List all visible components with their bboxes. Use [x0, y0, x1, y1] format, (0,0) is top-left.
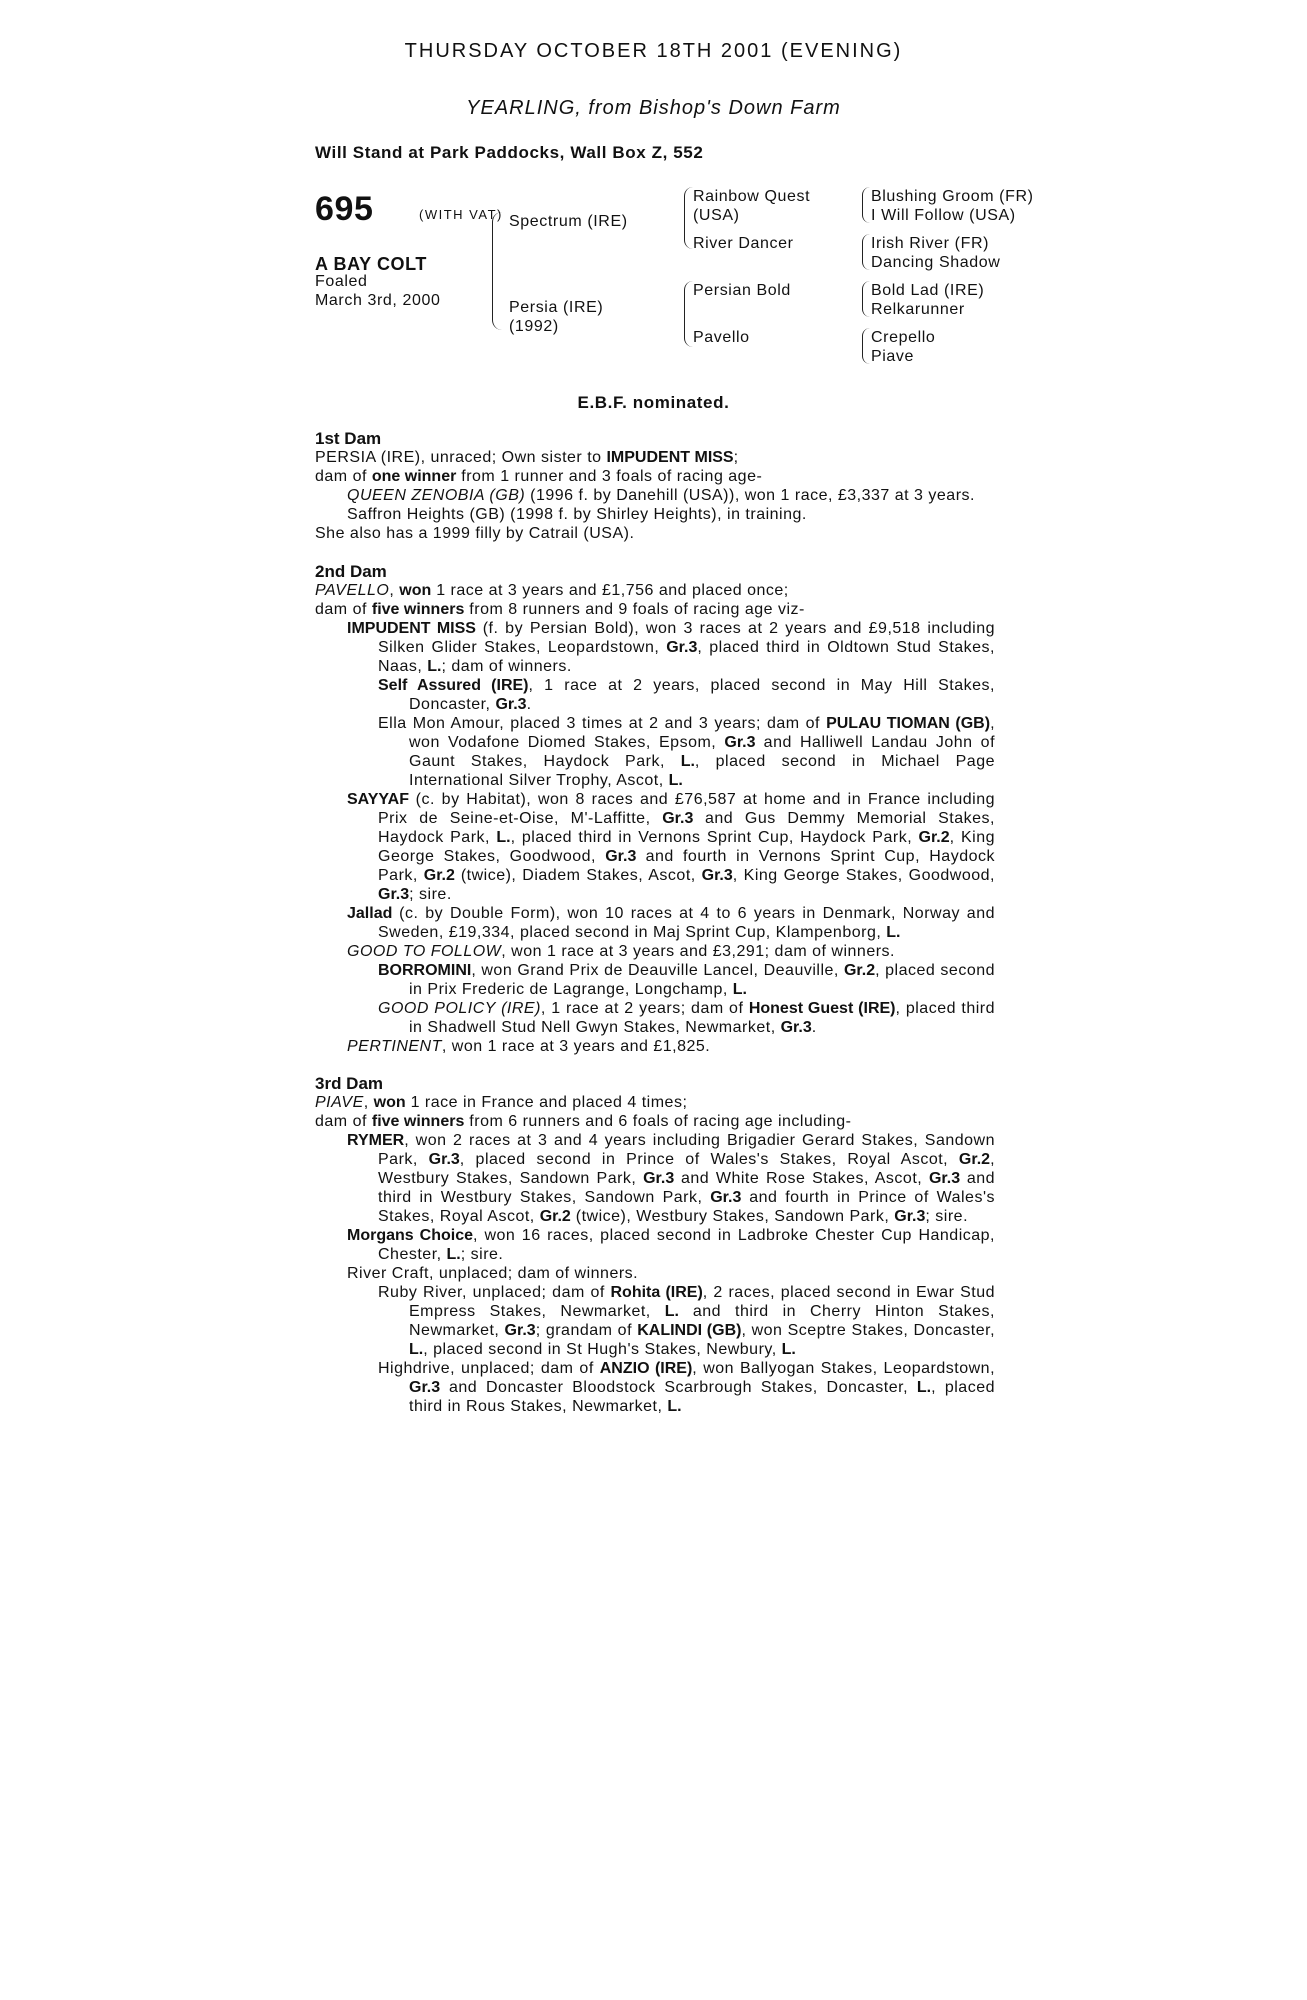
sale-date-header: THURSDAY OCTOBER 18TH 2001 (EVENING): [404, 40, 903, 62]
produce-entry: PERTINENT, won 1 race at 3 years and £1,825.: [347, 1038, 711, 1055]
produce-entry: Self Assured (IRE), 1 race at 2 years, placed second in May Hill Stakes, Doncaster, Gr.3.: [378, 677, 995, 713]
ebf-note: E.B.F. nominated.: [577, 393, 730, 412]
pedigree-brace: [862, 187, 870, 223]
pedigree-gs2: River Dancer: [693, 235, 794, 252]
vat-note: (WITH VAT): [419, 207, 503, 222]
produce-entry: River Craft, unplaced; dam of winners.: [347, 1265, 639, 1282]
pedigree-sire: Spectrum (IRE): [509, 213, 628, 230]
pedigree-gs3: Persian Bold: [693, 282, 791, 299]
produce-entry: IMPUDENT MISS (f. by Persian Bold), won 3 races at 2 years and £9,518 including Silken Glider Stakes, Leopardstown, Gr.3, placed third in Oldtown Stud Stakes, Naas, L.; dam of winners.: [347, 620, 995, 675]
pedigree-ggs6: Relkarunner: [871, 301, 965, 318]
foaled-label: Foaled: [315, 273, 368, 290]
pedigree-ggs7: Crepello: [871, 329, 936, 346]
first-dam-heading: 1st Dam: [315, 429, 382, 448]
lot-number: 695: [315, 190, 374, 228]
pedigree-brace: [684, 187, 693, 249]
first-dam-produce: QUEEN ZENOBIA (GB) (1996 f. by Danehill (USA)), won 1 race, £3,337 at 3 years.: [347, 487, 975, 504]
produce-entry: Highdrive, unplaced; dam of ANZIO (IRE), won Ballyogan Stakes, Leopardstown, Gr.3 and Doncaster Bloodstock Scarbrough Stakes, Doncaster, L., placed third in Rous Stakes, Newmarket, L.: [378, 1360, 996, 1415]
produce-entry: RYMER, won 2 races at 3 and 4 years including Brigadier Gerard Stakes, Sandown Park, Gr.3, placed second in Prince of Wales's Stakes, Royal Ascot, Gr.2, Westbury Stakes, Sandown Park, Gr.3 and White Rose Stakes, Ascot, Gr.3 and third in Westbury Stakes, Sandown Park, Gr.3 and fourth in Prince of Wales's Stakes, Royal Ascot, Gr.2 (twice), Westbury Stakes, Sandown Park, Gr.3; sire.: [347, 1132, 996, 1225]
third-dam-section: [315, 1074, 995, 1416]
second-dam-section: [315, 562, 995, 1056]
pedigree-brace: [862, 234, 870, 270]
pedigree-brace: [684, 281, 693, 347]
third-dam-line: dam of five winners from 6 runners and 6 foals of racing age including-: [315, 1113, 852, 1130]
lot-description: A BAY COLT: [315, 254, 428, 274]
pedigree-ggs8: Piave: [871, 348, 915, 365]
first-dam-line: PERSIA (IRE), unraced; Own sister to IMPUDENT MISS;: [315, 449, 739, 466]
pedigree-dam: Persia (IRE): [509, 299, 604, 316]
produce-entry: Ruby River, unplaced; dam of Rohita (IRE), 2 races, placed second in Ewar Stud Empress Stakes, Newmarket, L. and third in Cherry Hinton Stakes, Newmarket, Gr.3; grandam of KALINDI (GB), won Sceptre Stakes, Doncaster, L., placed second in St Hugh's Stakes, Newbury, L.: [378, 1284, 996, 1358]
pedigree-ggs4: Dancing Shadow: [871, 254, 1001, 271]
produce-entry: BORROMINI, won Grand Prix de Deauville Lancel, Deauville, Gr.2, placed second in Prix Frederic de Lagrange, Longchamp, L.: [378, 962, 996, 998]
pedigree-ggs1: Blushing Groom (FR): [871, 188, 1034, 205]
pedigree-brace: [862, 281, 870, 317]
second-dam-heading: 2nd Dam: [315, 562, 387, 581]
second-dam-line: PAVELLO, won 1 race at 3 years and £1,756 and placed once;: [315, 582, 789, 599]
produce-entry: GOOD POLICY (IRE), 1 race at 2 years; dam of Honest Guest (IRE), placed third in Shadwell Stud Nell Gwyn Stakes, Newmarket, Gr.3.: [378, 1000, 996, 1036]
pedigree-ggs5: Bold Lad (IRE): [871, 282, 985, 299]
pedigree-ggs3: Irish River (FR): [871, 235, 990, 252]
produce-entry: GOOD TO FOLLOW, won 1 race at 3 years and £3,291; dam of winners.: [347, 943, 895, 960]
pedigree-dam-year: (1992): [509, 318, 559, 335]
third-dam-line: PIAVE, won 1 race in France and placed 4 times;: [315, 1094, 688, 1111]
second-dam-line: dam of five winners from 8 runners and 9 foals of racing age viz-: [315, 601, 805, 618]
produce-entry: SAYYAF (c. by Habitat), won 8 races and £76,587 at home and in France including Prix de Seine-et-Oise, M'-Laffitte, Gr.3 and Gus Demmy Memorial Stakes, Haydock Park, L., placed third in Vernons Sprint Cup, Haydock Park, Gr.2, King George Stakes, Goodwood, Gr.3 and fourth in Vernons Sprint Cup, Haydock Park, Gr.2 (twice), Diadem Stakes, Ascot, Gr.3, King George Stakes, Goodwood, Gr.3; sire.: [347, 791, 995, 903]
first-dam-line: She also has a 1999 filly by Catrail (USA).: [315, 525, 635, 542]
pedigree-gs1-suffix: (USA): [693, 207, 740, 224]
pedigree-brace: [492, 212, 503, 330]
produce-entry: Ella Mon Amour, placed 3 times at 2 and 3 years; dam of PULAU TIOMAN (GB), won Vodafone Diomed Stakes, Epsom, Gr.3 and Halliwell Landau John of Gaunt Stakes, Haydock Park, L., placed second in Michael Page International Silver Trophy, Ascot, L.: [378, 715, 996, 789]
pedigree-gs4: Pavello: [693, 329, 750, 346]
stand-location: Will Stand at Park Paddocks, Wall Box Z, 552: [315, 143, 704, 162]
first-dam-produce: Saffron Heights (GB) (1998 f. by Shirley Heights), in training.: [347, 506, 807, 523]
first-dam-line: dam of one winner from 1 runner and 3 foals of racing age-: [315, 468, 763, 485]
foaled-date: March 3rd, 2000: [315, 292, 441, 309]
first-dam-section: [315, 429, 995, 543]
pedigree-gs1: Rainbow Quest: [693, 188, 811, 205]
produce-entry: Morgans Choice, won 16 races, placed second in Ladbroke Chester Cup Handicap, Chester, L.; sire.: [347, 1227, 995, 1263]
third-dam-heading: 3rd Dam: [315, 1074, 384, 1093]
pedigree-brace: [862, 328, 870, 364]
produce-entry: Jallad (c. by Double Form), won 10 races at 4 to 6 years in Denmark, Norway and Sweden, £19,334, placed second in Maj Sprint Cup, Klampenborg, L.: [347, 905, 995, 941]
yearling-consignor: YEARLING, from Bishop's Down Farm: [466, 97, 841, 119]
pedigree-ggs2: I Will Follow (USA): [871, 207, 1016, 224]
